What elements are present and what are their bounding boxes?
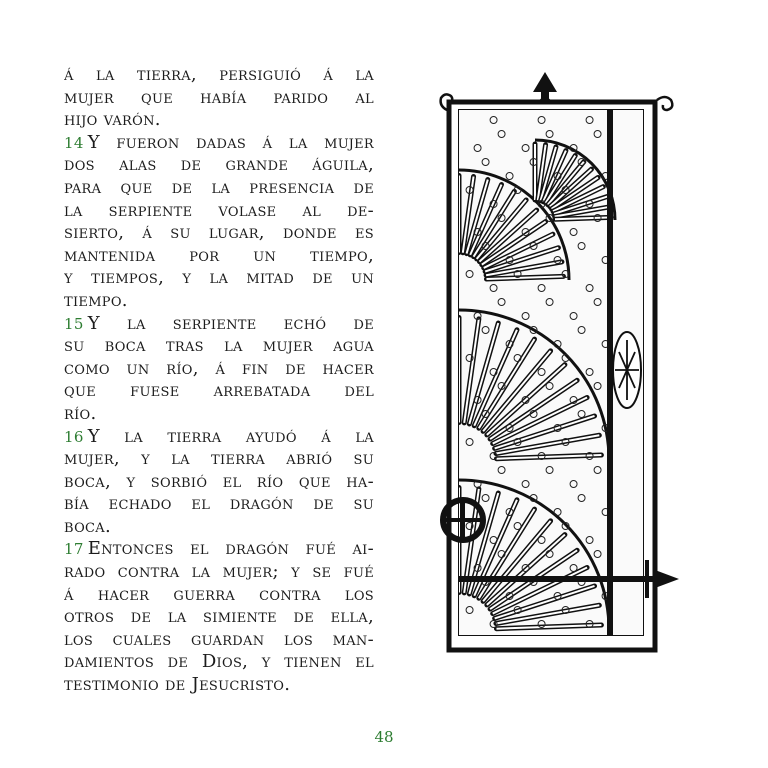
passage-text xyxy=(64,64,374,697)
verse-number: 16 xyxy=(64,427,84,446)
text-line xyxy=(64,87,374,110)
line-text: mantenida por un tiempo, xyxy=(64,244,374,266)
text-line xyxy=(64,606,374,629)
text-line xyxy=(64,629,374,652)
page-number: 48 xyxy=(374,728,394,746)
line-text: dos alas de grande águila, xyxy=(64,154,374,176)
line-text: boca, y sorbió el río que ha- xyxy=(64,470,374,492)
line-text: como un río, á fin de hacer xyxy=(64,357,374,379)
side-flower xyxy=(613,332,641,408)
line-text: Y fueron dadas á la mujer xyxy=(87,131,374,153)
text-line xyxy=(64,403,374,426)
text-line xyxy=(64,358,374,381)
text-line xyxy=(64,380,374,403)
text-line xyxy=(64,109,374,132)
line-text: para que de la presencia de xyxy=(64,176,374,198)
line-text: Entonces el dragón fué ai- xyxy=(87,538,374,560)
text-line xyxy=(64,674,374,697)
latch-ring xyxy=(443,500,483,540)
text-line xyxy=(64,177,374,200)
text-line xyxy=(64,335,374,358)
text-line xyxy=(64,64,374,87)
line-text: Y la serpiente echó de xyxy=(87,312,374,334)
text-line xyxy=(64,200,374,223)
text-line xyxy=(64,493,374,516)
text-line xyxy=(64,313,374,336)
line-text: boca. xyxy=(64,515,112,537)
line-text: tiempo. xyxy=(64,289,128,311)
text-line xyxy=(64,448,374,471)
text-line xyxy=(64,561,374,584)
text-line xyxy=(64,516,374,539)
text-line xyxy=(64,222,374,245)
text-line xyxy=(64,471,374,494)
line-text: su boca tras la mujer agua xyxy=(64,335,374,357)
top-finial xyxy=(533,72,557,102)
text-line xyxy=(64,132,374,155)
line-text: testimonio de Jesucristo. xyxy=(64,674,291,696)
line-text: que fuese arrebatada del xyxy=(64,380,374,402)
text-line xyxy=(64,651,374,674)
text-line xyxy=(64,426,374,449)
verse-number: 15 xyxy=(64,314,84,333)
text-line xyxy=(64,267,374,290)
line-text: bía echado el dragón de su xyxy=(64,493,374,515)
verse-number: 14 xyxy=(64,133,84,152)
text-line xyxy=(64,290,374,313)
line-text: Y la tierra ayudó á la xyxy=(87,425,374,447)
line-text: mujer que había parido al xyxy=(64,86,374,108)
text-line xyxy=(64,584,374,607)
line-text: mujer, y la tierra abrió su xyxy=(64,448,374,470)
text-line xyxy=(64,245,374,268)
text-line xyxy=(64,154,374,177)
line-text: hijo varón. xyxy=(64,109,161,131)
line-text: y tiempos, y la mitad de un xyxy=(64,267,374,289)
line-text: los cuales guardan los man- xyxy=(64,628,374,650)
line-text: otros de la simiente de ella, xyxy=(64,606,374,628)
line-text: sierto, á su lugar, donde es xyxy=(64,222,374,244)
text-line xyxy=(64,538,374,561)
line-text: la serpiente volase al de- xyxy=(64,199,374,221)
line-text: á hacer guerra contra los xyxy=(64,583,374,605)
verse-number: 17 xyxy=(64,540,84,559)
line-text: rado contra la mujer; y se fué xyxy=(64,561,374,583)
ornamental-gate-icon xyxy=(435,70,680,665)
line-text: río. xyxy=(64,402,97,424)
line-text: damientos de Dios, y tienen el xyxy=(64,651,374,673)
line-text: á la tierra, persiguió á la xyxy=(64,64,374,85)
